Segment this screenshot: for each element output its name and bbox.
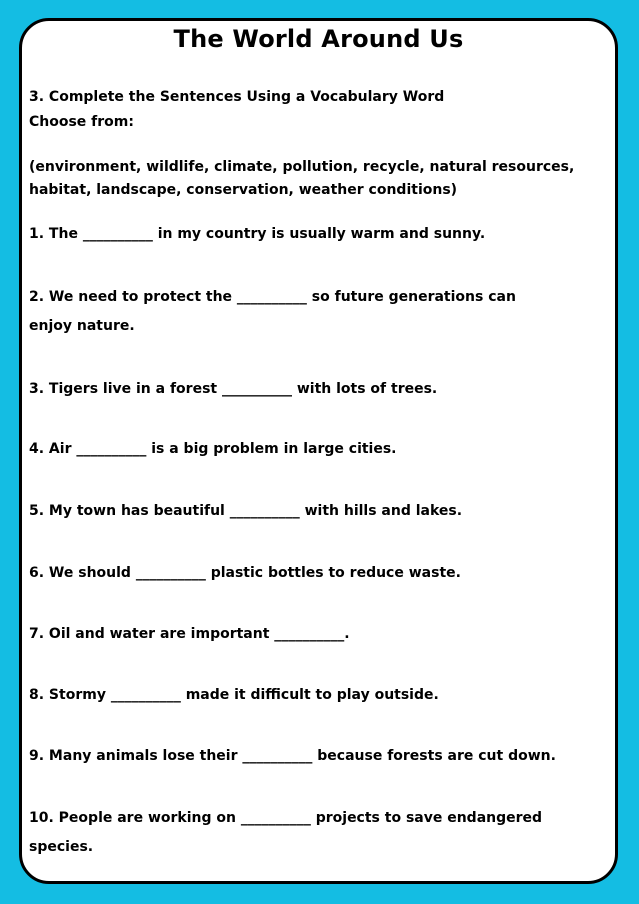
sentence-10-continued: species. [29,839,94,855]
sentence-3: 3. Tigers live in a forest __________ with lots of trees. [29,381,438,397]
choose-label: Choose from: [29,114,134,130]
sentence-9: 9. Many animals lose their __________ because forests are cut down. [29,748,556,764]
worksheet-card [19,18,618,884]
sentence-6: 6. We should __________ plastic bottles to reduce waste. [29,565,461,581]
sentence-10: 10. People are working on __________ projects to save endangered [29,810,543,826]
section-heading: 3. Complete the Sentences Using a Vocabulary Word [29,89,445,105]
sentence-5: 5. My town has beautiful __________ with hills and lakes. [29,503,463,519]
word-bank-line-2: habitat, landscape, conservation, weather conditions) [29,182,458,198]
sentence-4: 4. Air __________ is a big problem in large cities. [29,441,397,457]
sentence-8: 8. Stormy __________ made it difficult to play outside. [29,687,439,703]
sentence-7: 7. Oil and water are important __________. [29,626,350,642]
word-bank-line-1: (environment, wildlife, climate, pollution, recycle, natural resources, [29,159,575,175]
worksheet-title: The World Around Us [173,25,464,53]
sentence-2: 2. We need to protect the __________ so future generations can [29,289,516,305]
sentence-2-continued: enjoy nature. [29,318,135,334]
sentence-1: 1. The __________ in my country is usually warm and sunny. [29,226,486,242]
